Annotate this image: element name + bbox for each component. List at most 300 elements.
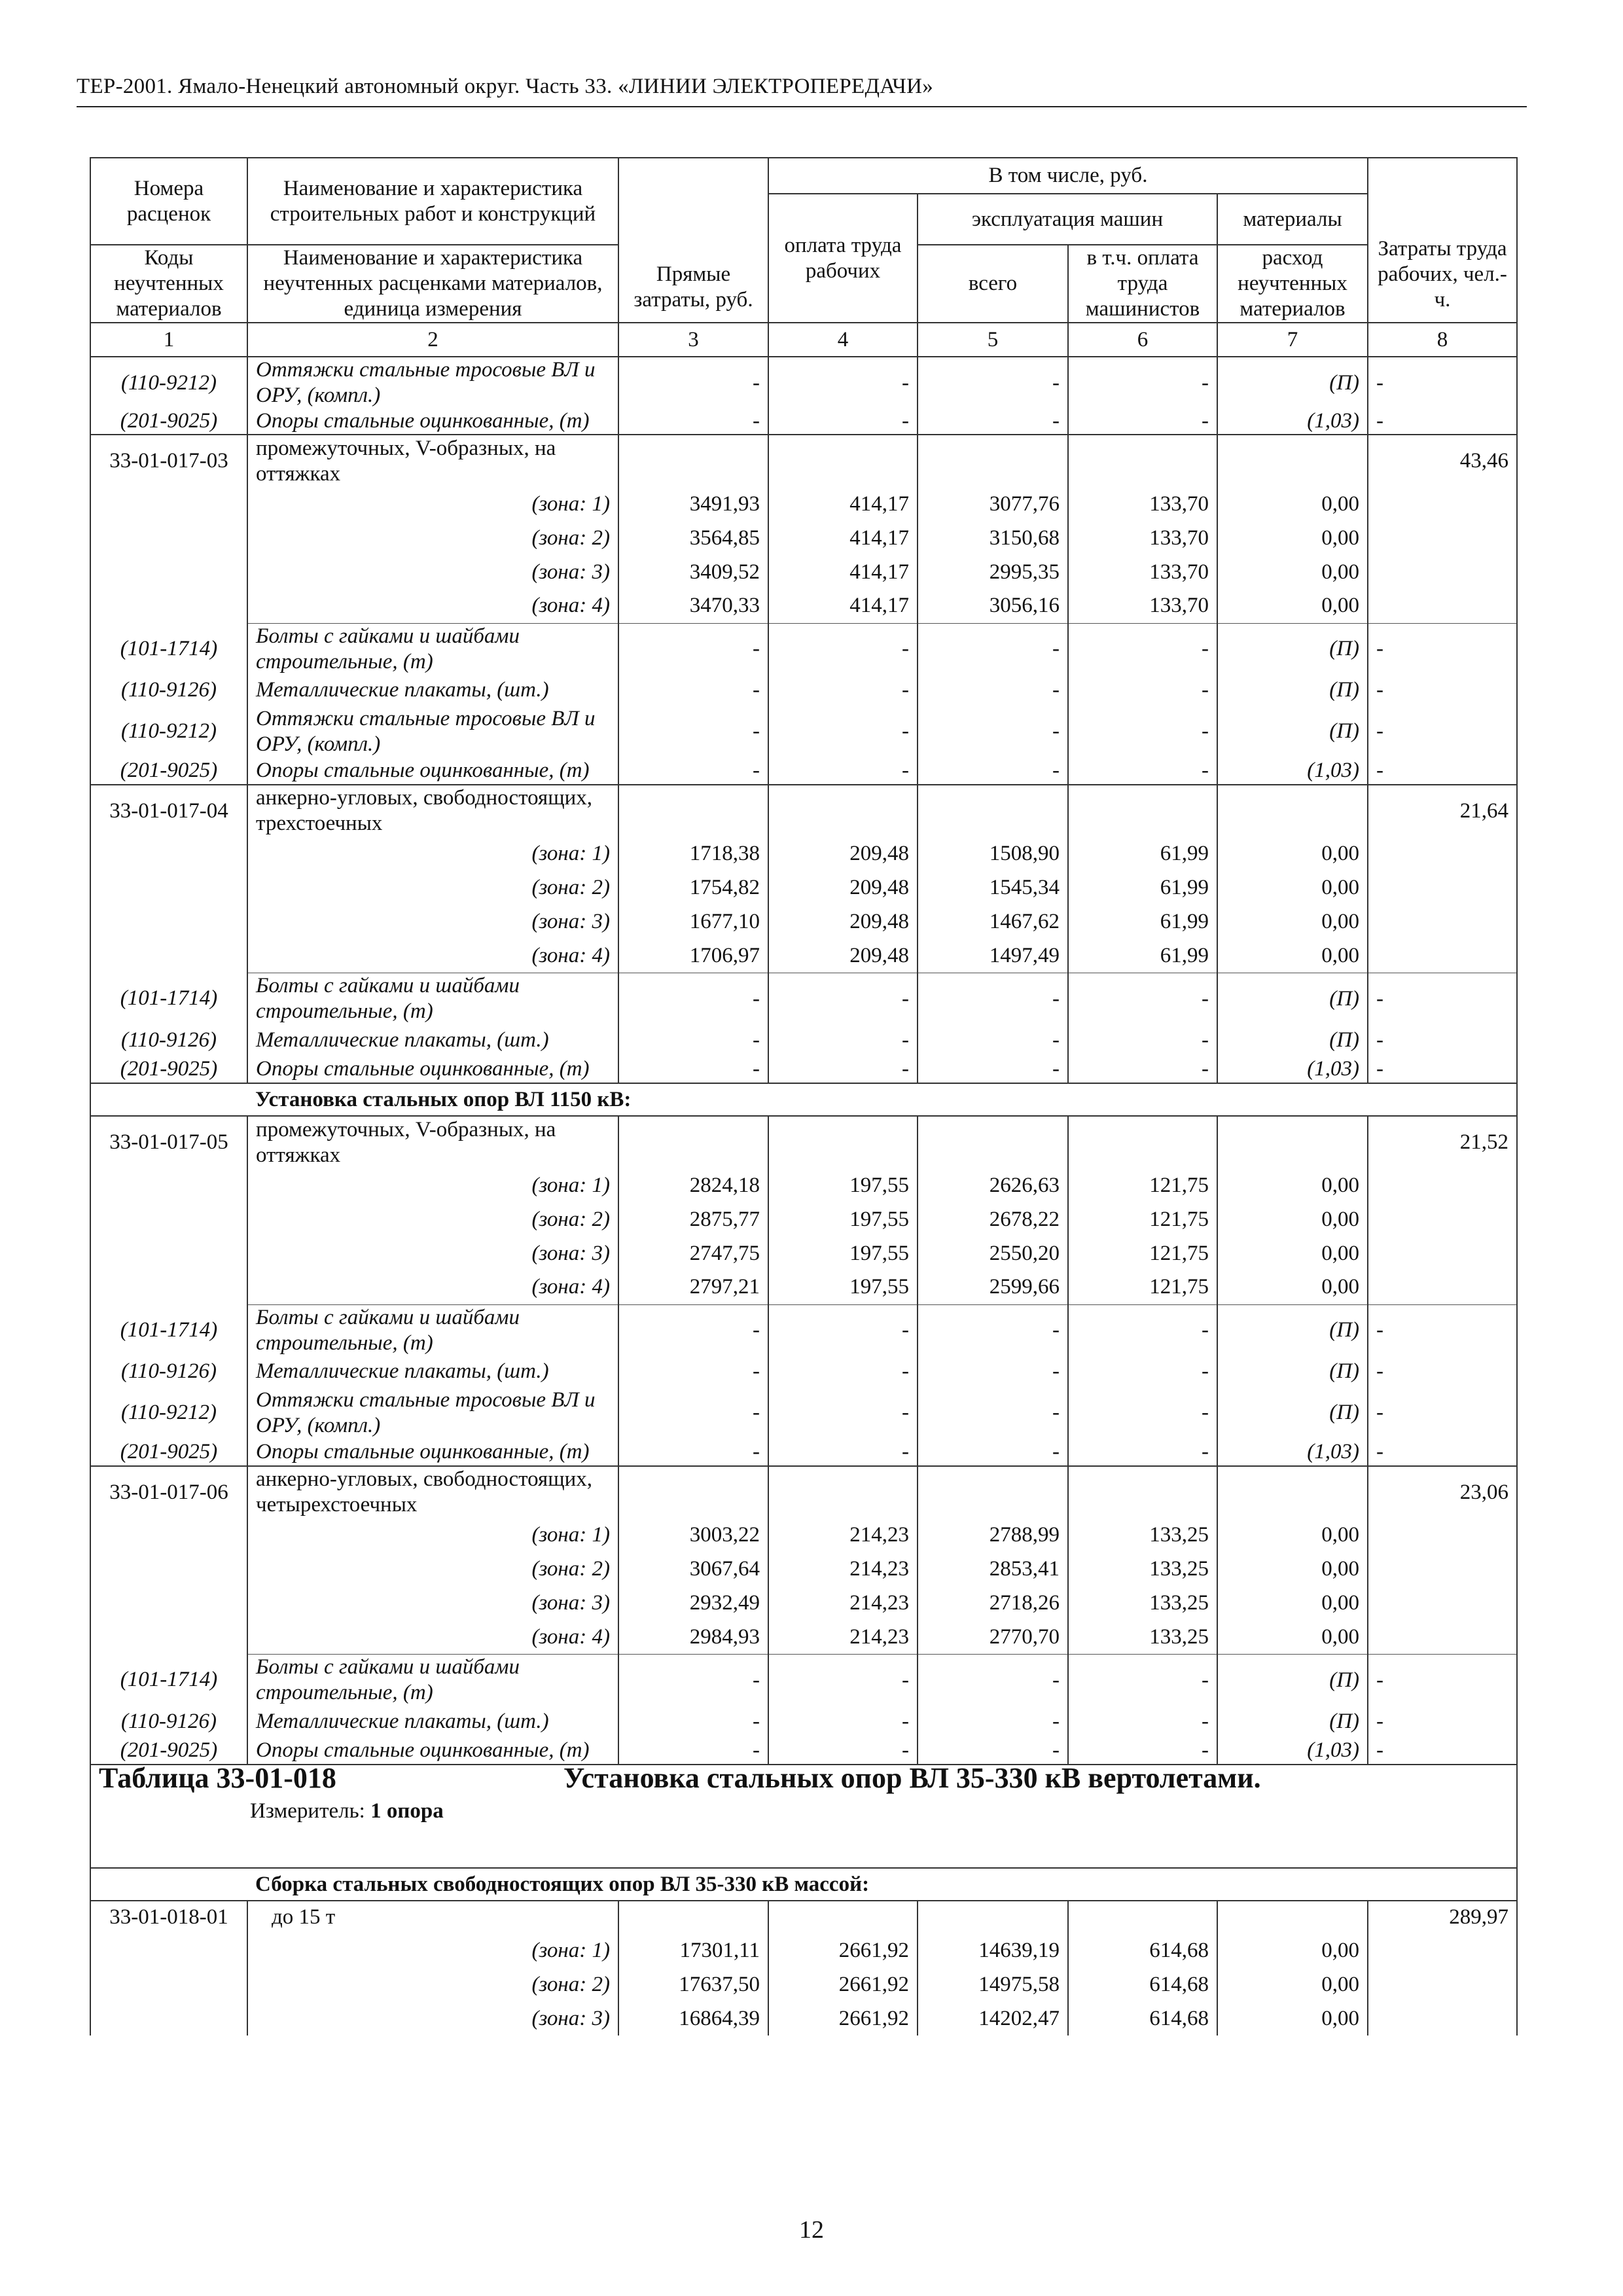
rate-code: 33-01-017-04: [90, 785, 247, 837]
dash: -: [1068, 623, 1217, 675]
machine-total: 2678,22: [918, 1202, 1068, 1236]
machine-total: 3150,68: [918, 521, 1068, 555]
material-qty: (1,03): [1217, 757, 1368, 785]
col-number: 2: [247, 323, 618, 357]
direct-cost: 3564,85: [618, 521, 768, 555]
worker-pay: 414,17: [768, 555, 918, 589]
direct-cost: 3409,52: [618, 555, 768, 589]
machine-total: 2788,99: [918, 1518, 1068, 1552]
dash: -: [918, 1439, 1068, 1466]
material-row: [90, 357, 1517, 408]
dash: -: [1068, 973, 1217, 1025]
zone-label: (зона: 2): [247, 871, 618, 905]
machinist-pay: 61,99: [1068, 939, 1217, 973]
rate-code: 33-01-017-05: [90, 1116, 247, 1168]
dash: -: [618, 675, 768, 706]
machine-total: 2718,26: [918, 1587, 1068, 1621]
zone-row: [90, 521, 1517, 555]
zone-label: (зона: 4): [247, 1621, 618, 1655]
material-name: Болты с гайками и шайбами строительные, (т): [247, 1304, 618, 1356]
col-number: 7: [1217, 323, 1368, 357]
direct-cost: 16864,39: [618, 2001, 768, 2036]
worker-pay: 2661,92: [768, 1933, 918, 1967]
dash: -: [618, 623, 768, 675]
material-code: (110-9212): [90, 706, 247, 757]
worker-pay: 197,55: [768, 1168, 918, 1202]
material-row: [90, 675, 1517, 706]
material-code: (110-9212): [90, 357, 247, 408]
zone-label: (зона: 2): [247, 1967, 618, 2001]
dash: -: [1368, 1706, 1517, 1737]
dash: -: [1368, 357, 1517, 408]
zone-row: [90, 1933, 1517, 1967]
dash: -: [918, 973, 1068, 1025]
material-code: (101-1714): [90, 1655, 247, 1706]
material-code: (110-9126): [90, 675, 247, 706]
dash: -: [1068, 1439, 1217, 1466]
rate-code: 33-01-017-06: [90, 1466, 247, 1518]
machinist-pay: 133,70: [1068, 521, 1217, 555]
direct-cost: 2797,21: [618, 1270, 768, 1304]
materials-cost: 0,00: [1217, 905, 1368, 939]
dash: -: [1068, 357, 1217, 408]
dash: -: [768, 1024, 918, 1056]
col-number: 8: [1368, 323, 1517, 357]
zone-label: (зона: 2): [247, 1552, 618, 1587]
direct-cost: 1677,10: [618, 905, 768, 939]
hdr-col8: Затраты труда рабочих, чел.-ч.: [1368, 158, 1517, 323]
machine-total: 14639,19: [918, 1933, 1068, 1967]
hdr-col6: в т.ч. оплата труда машинистов: [1068, 245, 1217, 323]
materials-cost: 0,00: [1217, 1967, 1368, 2001]
zone-row: [90, 1518, 1517, 1552]
dash: -: [618, 973, 768, 1025]
rate-row: [90, 1901, 1517, 1933]
materials-cost: 0,00: [1217, 1933, 1368, 1967]
dash: -: [1368, 623, 1517, 675]
machinist-pay: 121,75: [1068, 1168, 1217, 1202]
machine-total: 2853,41: [918, 1552, 1068, 1587]
material-code: (101-1714): [90, 623, 247, 675]
worker-pay: 414,17: [768, 521, 918, 555]
dash: -: [1368, 1356, 1517, 1388]
machinist-pay: 614,68: [1068, 1967, 1217, 2001]
material-name: Металлические плакаты, (шт.): [247, 1024, 618, 1056]
material-qty: (П): [1217, 675, 1368, 706]
rate-row: [90, 1116, 1517, 1168]
dash: -: [618, 1388, 768, 1439]
worker-pay: 214,23: [768, 1587, 918, 1621]
dash: -: [618, 1304, 768, 1356]
material-row: [90, 408, 1517, 435]
dash: -: [918, 623, 1068, 675]
dash: -: [1368, 1439, 1517, 1466]
dash: -: [918, 1737, 1068, 1765]
dash: -: [1368, 973, 1517, 1025]
machinist-pay: 614,68: [1068, 1933, 1217, 1967]
worker-pay: 414,17: [768, 487, 918, 521]
page-number: 12: [799, 2216, 824, 2244]
zone-label: (зона: 3): [247, 1587, 618, 1621]
labor-cost: 21,64: [1368, 785, 1517, 837]
dash: -: [1068, 757, 1217, 785]
zone-label: (зона: 4): [247, 589, 618, 623]
material-qty: (П): [1217, 623, 1368, 675]
dash: -: [768, 357, 918, 408]
machine-total: 14975,58: [918, 1967, 1068, 2001]
materials-cost: 0,00: [1217, 1168, 1368, 1202]
col-number: 6: [1068, 323, 1217, 357]
dash: -: [1368, 1056, 1517, 1083]
col-number: 1: [90, 323, 247, 357]
material-qty: (П): [1217, 1304, 1368, 1356]
dash: -: [1368, 757, 1517, 785]
zone-row: [90, 1168, 1517, 1202]
material-code: (101-1714): [90, 973, 247, 1025]
rate-code: 33-01-017-03: [90, 435, 247, 487]
hdr-col3: Прямые затраты, руб.: [618, 158, 768, 323]
dash: -: [1368, 408, 1517, 435]
hdr-col2-bottom: Наименование и характеристика неучтенных расценками материалов, единица измерения: [247, 245, 618, 323]
material-name: Металлические плакаты, (шт.): [247, 675, 618, 706]
direct-cost: 2932,49: [618, 1587, 768, 1621]
machine-total: 1467,62: [918, 905, 1068, 939]
materials-cost: 0,00: [1217, 1518, 1368, 1552]
material-qty: (1,03): [1217, 1056, 1368, 1083]
measure-value: 1 опора: [370, 1799, 444, 1823]
materials-cost: 0,00: [1217, 1270, 1368, 1304]
dash: -: [768, 623, 918, 675]
dash: -: [618, 706, 768, 757]
worker-pay: 2661,92: [768, 2001, 918, 2036]
hdr-col4: оплата труда рабочих: [768, 194, 918, 323]
dash: -: [1068, 408, 1217, 435]
zone-row: [90, 555, 1517, 589]
material-row: [90, 1056, 1517, 1083]
worker-pay: 209,48: [768, 837, 918, 871]
material-code: (201-9025): [90, 1737, 247, 1765]
machinist-pay: 121,75: [1068, 1270, 1217, 1304]
machine-total: 2626,63: [918, 1168, 1068, 1202]
dash: -: [768, 1304, 918, 1356]
dash: -: [918, 408, 1068, 435]
material-row: [90, 1655, 1517, 1706]
rate-code: 33-01-018-01: [90, 1901, 247, 1933]
material-code: (201-9025): [90, 1439, 247, 1466]
machine-total: 1497,49: [918, 939, 1068, 973]
material-name: Болты с гайками и шайбами строительные, (т): [247, 1655, 618, 1706]
direct-cost: 3470,33: [618, 589, 768, 623]
materials-cost: 0,00: [1217, 1552, 1368, 1587]
dash: -: [918, 757, 1068, 785]
dash: -: [1368, 1388, 1517, 1439]
dash: -: [768, 1056, 918, 1083]
zone-label: (зона: 4): [247, 939, 618, 973]
machinist-pay: 121,75: [1068, 1236, 1217, 1270]
worker-pay: 209,48: [768, 905, 918, 939]
direct-cost: 17637,50: [618, 1967, 768, 2001]
material-name: Оттяжки стальные тросовые ВЛ и ОРУ, (компл.): [247, 1388, 618, 1439]
worker-pay: 414,17: [768, 589, 918, 623]
material-name: Болты с гайками и шайбами строительные, (т): [247, 623, 618, 675]
measure: [250, 1794, 1508, 1828]
material-code: (201-9025): [90, 408, 247, 435]
direct-cost: 2747,75: [618, 1236, 768, 1270]
machinist-pay: 133,25: [1068, 1621, 1217, 1655]
material-qty: (П): [1217, 1655, 1368, 1706]
worker-pay: 197,55: [768, 1236, 918, 1270]
material-code: (110-9126): [90, 1024, 247, 1056]
dash: -: [918, 1356, 1068, 1388]
material-name: Опоры стальные оцинкованные, (т): [247, 1737, 618, 1765]
col-number: 4: [768, 323, 918, 357]
machine-total: 3056,16: [918, 589, 1068, 623]
material-qty: (1,03): [1217, 1439, 1368, 1466]
material-code: (110-9126): [90, 1706, 247, 1737]
dash: -: [1368, 706, 1517, 757]
machine-total: 2599,66: [918, 1270, 1068, 1304]
dash: -: [1368, 1737, 1517, 1765]
dash: -: [918, 706, 1068, 757]
direct-cost: 2824,18: [618, 1168, 768, 1202]
materials-cost: 0,00: [1217, 1202, 1368, 1236]
zone-row: [90, 487, 1517, 521]
material-code: (201-9025): [90, 757, 247, 785]
rate-name: анкерно-угловых, свободностоящих, четырехстоечных: [247, 1466, 618, 1518]
materials-cost: 0,00: [1217, 837, 1368, 871]
zone-row: [90, 1202, 1517, 1236]
direct-cost: 2984,93: [618, 1621, 768, 1655]
materials-cost: 0,00: [1217, 555, 1368, 589]
zone-row: [90, 1552, 1517, 1587]
material-name: Металлические плакаты, (шт.): [247, 1706, 618, 1737]
material-qty: (П): [1217, 1388, 1368, 1439]
dash: -: [1068, 1706, 1217, 1737]
dash: -: [1068, 1388, 1217, 1439]
materials-cost: 0,00: [1217, 871, 1368, 905]
header-rule: [77, 106, 1527, 107]
section-title: Сборка стальных свободностоящих опор ВЛ 35-330 кВ массой:: [247, 1868, 1517, 1901]
table-heading: [90, 1765, 1517, 1868]
materials-cost: 0,00: [1217, 589, 1368, 623]
dash: -: [918, 1056, 1068, 1083]
direct-cost: 17301,11: [618, 1933, 768, 1967]
dash: -: [618, 1655, 768, 1706]
material-qty: (1,03): [1217, 408, 1368, 435]
rate-name: до 15 т: [247, 1901, 618, 1933]
dash: -: [1368, 1655, 1517, 1706]
machinist-pay: 133,25: [1068, 1518, 1217, 1552]
rate-name: промежуточных, V-образных, на оттяжках: [247, 1116, 618, 1168]
section-row: [90, 1083, 1517, 1116]
material-row: [90, 1706, 1517, 1737]
hdr-incl: В том числе, руб.: [768, 158, 1368, 194]
worker-pay: 209,48: [768, 939, 918, 973]
zone-label: (зона: 2): [247, 1202, 618, 1236]
zone-label: (зона: 3): [247, 905, 618, 939]
machinist-pay: 61,99: [1068, 871, 1217, 905]
dash: -: [768, 1706, 918, 1737]
dash: -: [768, 1388, 918, 1439]
machinist-pay: 61,99: [1068, 837, 1217, 871]
dash: -: [918, 1655, 1068, 1706]
zone-label: (зона: 4): [247, 1270, 618, 1304]
machine-total: 2550,20: [918, 1236, 1068, 1270]
material-qty: (1,03): [1217, 1737, 1368, 1765]
material-row: [90, 1304, 1517, 1356]
material-code: (110-9212): [90, 1388, 247, 1439]
material-row: [90, 757, 1517, 785]
dash: -: [768, 1655, 918, 1706]
material-name: Металлические плакаты, (шт.): [247, 1356, 618, 1388]
zone-row: [90, 1621, 1517, 1655]
machine-total: 2770,70: [918, 1621, 1068, 1655]
dash: -: [768, 706, 918, 757]
machine-total: 14202,47: [918, 2001, 1068, 2036]
table-number: Таблица 33-01-018: [99, 1765, 336, 1794]
material-code: (101-1714): [90, 1304, 247, 1356]
zone-label: (зона: 1): [247, 1168, 618, 1202]
material-qty: (П): [1217, 973, 1368, 1025]
dash: -: [1368, 1024, 1517, 1056]
materials-cost: 0,00: [1217, 1621, 1368, 1655]
section-title: Установка стальных опор ВЛ 1150 кВ:: [247, 1083, 1517, 1116]
machinist-pay: 61,99: [1068, 905, 1217, 939]
dash: -: [918, 1304, 1068, 1356]
dash: -: [1068, 1024, 1217, 1056]
running-header: ТЕР-2001. Ямало-Ненецкий автономный округ. Часть 33. «ЛИНИИ ЭЛЕКТРОПЕРЕДАЧИ»: [77, 75, 934, 98]
material-row: [90, 1737, 1517, 1765]
dash: -: [768, 1737, 918, 1765]
materials-cost: 0,00: [1217, 2001, 1368, 2036]
materials-cost: 0,00: [1217, 1587, 1368, 1621]
dash: -: [618, 408, 768, 435]
material-name: Опоры стальные оцинкованные, (т): [247, 1056, 618, 1083]
section-row: [90, 1868, 1517, 1901]
direct-cost: 1718,38: [618, 837, 768, 871]
machinist-pay: 121,75: [1068, 1202, 1217, 1236]
materials-cost: 0,00: [1217, 939, 1368, 973]
worker-pay: 197,55: [768, 1202, 918, 1236]
hdr-materials: материалы: [1217, 194, 1368, 245]
dash: -: [918, 1024, 1068, 1056]
zone-label: (зона: 1): [247, 837, 618, 871]
col-number: 3: [618, 323, 768, 357]
machinist-pay: 133,70: [1068, 487, 1217, 521]
dash: -: [1368, 675, 1517, 706]
material-name: Опоры стальные оцинкованные, (т): [247, 408, 618, 435]
material-name: Болты с гайками и шайбами строительные, (т): [247, 973, 618, 1025]
dash: -: [918, 1706, 1068, 1737]
dash: -: [768, 757, 918, 785]
zone-row: [90, 589, 1517, 623]
material-row: [90, 1439, 1517, 1466]
rate-name: промежуточных, V-образных, на оттяжках: [247, 435, 618, 487]
dash: -: [1068, 1304, 1217, 1356]
materials-cost: 0,00: [1217, 487, 1368, 521]
zone-row: [90, 1587, 1517, 1621]
dash: -: [618, 1024, 768, 1056]
dash: -: [1068, 1737, 1217, 1765]
direct-cost: 3067,64: [618, 1552, 768, 1587]
dash: -: [618, 357, 768, 408]
material-code: (201-9025): [90, 1056, 247, 1083]
dash: -: [768, 1356, 918, 1388]
col-number: 5: [918, 323, 1068, 357]
dash: -: [618, 1356, 768, 1388]
zone-row: [90, 905, 1517, 939]
direct-cost: 1754,82: [618, 871, 768, 905]
rate-row: [90, 1466, 1517, 1518]
zone-label: (зона: 1): [247, 1933, 618, 1967]
material-row: [90, 1024, 1517, 1056]
dash: -: [918, 1388, 1068, 1439]
hdr-col7: расход неучтенных материалов: [1217, 245, 1368, 323]
dash: -: [768, 973, 918, 1025]
material-row: [90, 623, 1517, 675]
labor-cost: 43,46: [1368, 435, 1517, 487]
dash: -: [1368, 1304, 1517, 1356]
material-row: [90, 973, 1517, 1025]
material-code: (110-9126): [90, 1356, 247, 1388]
direct-cost: 2875,77: [618, 1202, 768, 1236]
dash: -: [768, 408, 918, 435]
worker-pay: 214,23: [768, 1518, 918, 1552]
zone-label: (зона: 2): [247, 521, 618, 555]
material-qty: (П): [1217, 1706, 1368, 1737]
zone-label: (зона: 3): [247, 555, 618, 589]
zone-label: (зона: 1): [247, 1518, 618, 1552]
dash: -: [1068, 1056, 1217, 1083]
dash: -: [1068, 1356, 1217, 1388]
dash: -: [918, 675, 1068, 706]
dash: -: [1068, 706, 1217, 757]
hdr-col1-bottom: Коды неучтенных материалов: [90, 245, 247, 323]
labor-cost: 23,06: [1368, 1466, 1517, 1518]
hdr-machines: эксплуатация машин: [918, 194, 1217, 245]
dash: -: [1068, 675, 1217, 706]
zone-label: (зона: 3): [247, 1236, 618, 1270]
dash: -: [618, 1439, 768, 1466]
material-qty: (П): [1217, 1356, 1368, 1388]
material-name: Опоры стальные оцинкованные, (т): [247, 757, 618, 785]
dash: -: [618, 1737, 768, 1765]
hdr-col1-top: Номера расценок: [90, 158, 247, 245]
price-table: [90, 157, 1518, 2036]
hdr-col5: всего: [918, 245, 1068, 323]
hdr-col2-top: Наименование и характеристика строительных работ и конструкций: [247, 158, 618, 245]
rate-row: [90, 435, 1517, 487]
table-heading-row: [90, 1765, 1517, 1868]
material-qty: (П): [1217, 706, 1368, 757]
rate-name: анкерно-угловых, свободностоящих, трехстоечных: [247, 785, 618, 837]
zone-label: (зона: 1): [247, 487, 618, 521]
zone-row: [90, 1236, 1517, 1270]
dash: -: [918, 357, 1068, 408]
machine-total: 1545,34: [918, 871, 1068, 905]
zone-row: [90, 837, 1517, 871]
material-name: Оттяжки стальные тросовые ВЛ и ОРУ, (компл.): [247, 706, 618, 757]
zone-row: [90, 939, 1517, 973]
zone-row: [90, 1967, 1517, 2001]
machinist-pay: 133,25: [1068, 1552, 1217, 1587]
machinist-pay: 614,68: [1068, 2001, 1217, 2036]
machinist-pay: 133,70: [1068, 555, 1217, 589]
materials-cost: 0,00: [1217, 1236, 1368, 1270]
zone-row: [90, 2001, 1517, 2036]
labor-cost: 21,52: [1368, 1116, 1517, 1168]
material-qty: (П): [1217, 357, 1368, 408]
